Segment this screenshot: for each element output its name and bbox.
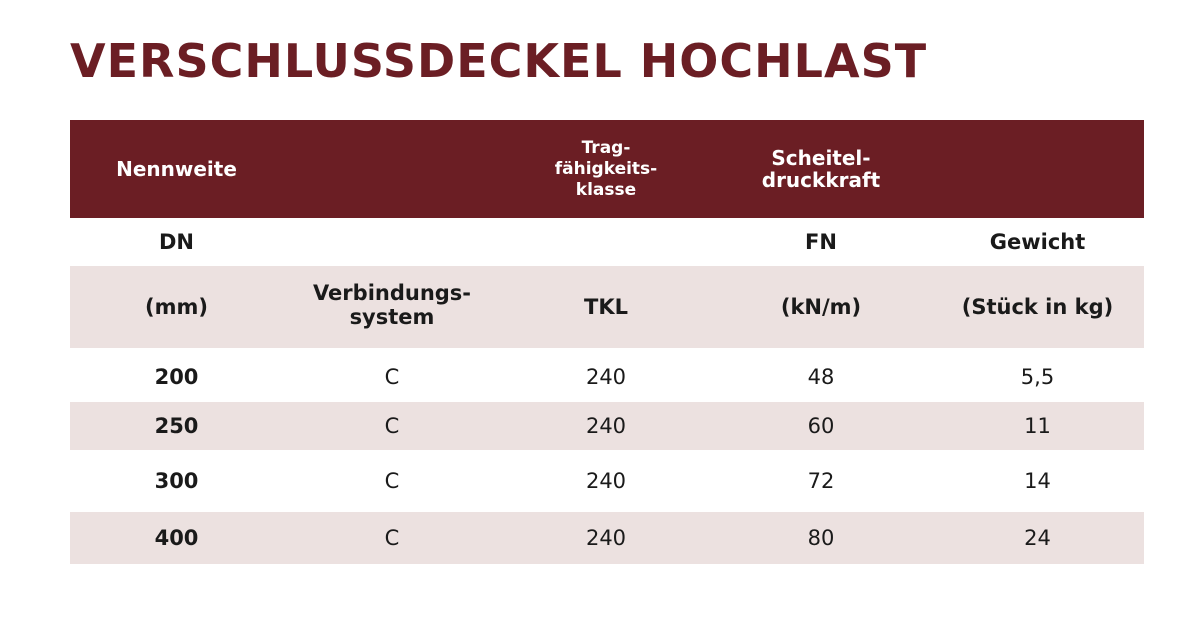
subheader-row-1	[70, 218, 1144, 266]
table-header-row	[70, 120, 1144, 218]
cell-gewicht: 24	[1024, 526, 1051, 550]
cell-system: C	[384, 365, 400, 389]
subheader-fn: FN	[805, 230, 837, 254]
cell-fn: 72	[807, 469, 835, 493]
cell-fn: 80	[807, 526, 835, 550]
subheader-dn: DN	[158, 230, 194, 254]
page-title: VERSCHLUSSDECKEL HOCHLAST	[70, 34, 928, 88]
cell-tkl: 240	[585, 526, 627, 550]
subheader-stueck-kg: (Stück in kg)	[961, 295, 1114, 319]
cell-gewicht: 5,5	[1020, 365, 1055, 389]
cell-system: C	[384, 414, 400, 438]
cell-fn: 60	[807, 414, 835, 438]
header-nennweite: Nennweite	[116, 157, 237, 181]
subheader-row-2	[70, 266, 1144, 348]
table-row	[70, 512, 1144, 564]
subheader-knm: (kN/m)	[780, 295, 862, 319]
header-empty	[283, 120, 501, 218]
cell-gewicht: 14	[1024, 469, 1051, 493]
header-empty-2	[931, 120, 1144, 218]
subheader-mm: (mm)	[145, 295, 208, 319]
cell-system: C	[384, 526, 400, 550]
table-row	[70, 450, 1144, 512]
cell-fn: 48	[807, 365, 835, 389]
cell-dn: 300	[154, 469, 199, 493]
cell-gewicht: 11	[1024, 414, 1051, 438]
cell-tkl: 240	[585, 414, 627, 438]
cell-dn: 200	[154, 365, 199, 389]
header-tragfaehigkeitsklasse: Trag- fähigkeits- klasse	[554, 137, 658, 200]
subheader-gewicht: Gewicht	[989, 230, 1086, 254]
cell-system: C	[384, 469, 400, 493]
cell-tkl: 240	[585, 365, 627, 389]
subheader-verbindungssystem: Verbindungs- system	[312, 281, 472, 329]
header-scheiteldruckkraft: Scheitel- druckkraft	[761, 146, 881, 192]
table-row	[70, 402, 1144, 450]
table-row	[70, 352, 1144, 402]
subheader-tkl: TKL	[584, 295, 628, 319]
cell-tkl: 240	[585, 469, 627, 493]
cell-dn: 400	[154, 526, 199, 550]
cell-dn: 250	[154, 414, 199, 438]
